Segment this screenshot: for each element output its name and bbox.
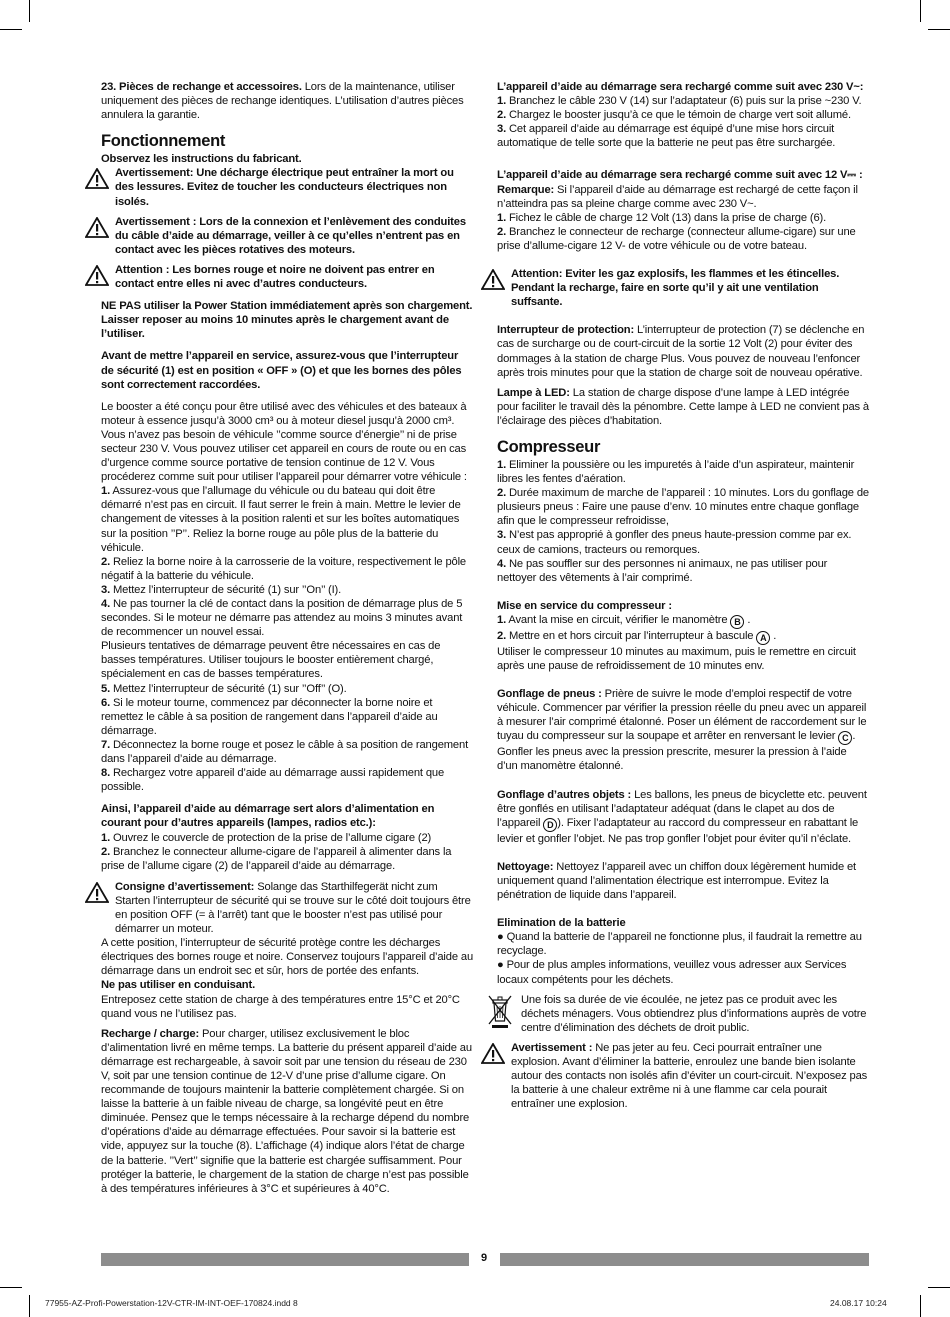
crop-mark <box>928 29 950 30</box>
crop-mark <box>0 1287 22 1288</box>
warning-electric: Avertissement: Une décharge électrique peut entraîner la mort ou des lessures. Evitez de toucher les conducteurs électriques non isolés. <box>101 166 473 208</box>
right-column <box>497 80 869 1117</box>
crop-mark <box>920 1295 921 1317</box>
date-slug: 24.08.17 10:24 <box>830 1298 887 1308</box>
elimination-title: Elimination de la batterie <box>497 917 626 930</box>
warning-cables: Avertissement : Lors de la connexion et l’enlèvement des conduites du câble d’aide au démarrage, veiller à ce qu’elles n’entrent pas en contact avec les pièces rotatives des moteurs. <box>101 215 473 257</box>
warning-triangle-icon <box>85 217 109 238</box>
list-item: 1. Fichez le câble de charge 12 Volt (13) dans la prise de charge (6). <box>497 211 827 224</box>
warning-triangle-icon <box>481 1043 505 1064</box>
crop-mark <box>920 0 921 22</box>
start-steps <box>101 484 473 639</box>
list-item: 2. Branchez le connecteur de recharge (connecteur allume-cigare) sur une prise d’allume-cigare 12 V- de votre véhicule ou de votre bateau. <box>497 225 856 252</box>
list-item: 3. Mettez l’interrupteur de sécurité (1) sur ’’On’’ (I). <box>101 583 342 596</box>
warning-triangle-icon <box>85 882 109 903</box>
recharge-12-title: L’appareil d’aide au démarrage sera rechargé comme suit avec 12 V⎓ : Remarque: Si l’appareil d’aide au démarrage est rechargé de cette façon il n’atteindra pas sa pleine charge comme avec 230 V~. <box>497 169 863 210</box>
list-item: 1. Ouvrez le couvercle de protection de la prise de l’allume cigare (2) <box>101 831 432 844</box>
list-item: 3. N’est pas approprié à gonfler des pneus haute-pression comme par ex. ceux de camions, tracteurs ou remorques. <box>497 529 852 556</box>
list-item: 1. Branchez le câble 230 V (14) sur l’adaptateur (6) puis sur la prise ~230 V. <box>497 95 862 108</box>
crop-mark <box>29 1295 30 1317</box>
plusieurs-text: Plusieurs tentatives de démarrage peuvent être nécessaires en cas de basses températures. Utiliser toujours le booster entièrement chargé, spécialement en cas de basses températures. <box>101 640 441 681</box>
warning-terminals: Attention : Les bornes rouge et noire ne doivent pas entrer en contact entre elles ni avec d’autres conducteurs. <box>101 263 473 291</box>
heading-compresseur: Compresseur <box>497 437 601 456</box>
list-item: 2. Branchez le connecteur allume-cigare de l’appareil à alimenter dans la prise de l’allume cigare (2) de l’appareil d’aide au démarrage. <box>101 845 452 872</box>
warning-triangle-icon <box>85 168 109 189</box>
mise-text: Utiliser le compresseur 10 minutes au maximum, puis le remettre en circuit après une pause de refroidissement de 10 minutes env. <box>497 645 856 672</box>
gonflage-pneus: Gonflage de pneus : Prière de suivre le mode d’emploi respectif de votre véhicule. Commencer par vérifier la pression réelle du pneu avec un appareil à mesurer l’air comprimé étalonné. Poser un élément de raccordement sur le tuyau du compresseur sur la soupape et arrêter en renversant le levier C . Gonfler les pneus avec la pression prescrite, mesurer la pression à l’aide d’un manomètre étalonné. <box>497 688 867 773</box>
ne-pas-conduisant: Ne pas utiliser en conduisant. <box>101 979 256 992</box>
file-slug: 77955-AZ-Profi-Powerstation-12V-CTR-IM-INT-OEF-170824.indd 8 <box>45 1298 298 1308</box>
warning-triangle-icon <box>481 269 505 290</box>
list-item: 6. Si le moteur tourne, commencez par déconnecter la borne noire et remettez le câble à sa position de rangement dans l’appareil d’aide au démarrage. <box>101 696 438 737</box>
list-item: 1. Assurez-vous que l’allumage du véhicule ou du bateau qui doit être démarré n’est pas en circuit. Il faut serrer le frein à main. Mettre le levier de changement de vitesses à la position ralenti et sur les boîtes automatiques sur la position ’’P’’. Reliez la borne rouge au pôle plus de la batterie du véhicule. <box>101 485 461 554</box>
weee-notice: Une fois sa durée de vie écoulée, ne jetez pas ce produit avec les déchets ménagers. Vous obtiendrez plus d’informations auprès de votre centre d’élimination des déchets de droit public. <box>497 993 869 1035</box>
crop-mark <box>0 29 22 30</box>
list-item: 7. Déconnectez la borne rouge et posez le câble à sa position de rangement dans l’appareil d’aide au démarrage. <box>101 738 469 766</box>
booster-intro: Le booster a été conçu pour être utilisé avec des véhicules et des bateaux à moteur à essence jusqu’à 3000 cm³ ou à moteur diesel jusqu’à 2000 cm³. Vous n’avez pas besoin de véhicule ’’comme source d’énergie’’ ni de prise secteur 230 V. Vous pouvez utiliser cet appareil en cours de route ou en cas d’urgence comme source portative de tension continue de 12 V. Vous procéderez comme suit pour utiliser l’appareil pour démarrer votre véhicule : <box>101 400 467 484</box>
left-column <box>101 80 473 1202</box>
list-item: 3. Cet appareil d’aide au démarrage est équipé d’une mise hors circuit automatique de telle sorte que la batterie ne peut pas être surchargée. <box>497 123 836 150</box>
circle-b-icon: B <box>730 615 744 629</box>
gonflage-autres: Gonflage d’autres objets : Les ballons, les pneus de bicyclette etc. peuvent être gonflés en utilisant l’adaptateur adéquat (dans le clapet au dos de l’appareil D ). Fixer l’adaptateur au raccord du compresseur en rabattant le levier et gonfler l’objet. Ne pas trop gonfler l’objet pour éviter qu’il n’éclate. <box>497 788 867 845</box>
list-item: 4. Ne pas souffler sur des personnes ni animaux, ne pas utiliser pour nettoyer des vêtements à l’air comprimé. <box>497 557 828 584</box>
nettoyage: Nettoyage: Nettoyez l’appareil avec un chiffon doux légèrement humide et uniquement quand l’alimentation électrique est interrompue. Evitez la pénétration de liquide dans l’appareil. <box>497 860 857 902</box>
crop-mark <box>928 1287 950 1288</box>
recharge-charge: Recharge / charge: Pour charger, utilisez exclusivement le bloc d’alimentation livré en même temps. La batterie du présent appareil d’aide au démarrage est rechargeable, à savoir soit par une tension du réseau de 230 V, soit par une tension continue de 12-V d’une prise d’allume cigare. On recommande de toujours maintenir la batterie complètement chargée. Si on laisse la batterie à un faible niveau de charge, sa longévité peut en être diminuée. Pensez que le temps nécessaire à la recharge dépend du nombre d’opérations d’aide au démarrage effectuées. Pour savoir si la batterie est vide, appuyez sur la touche (8). L’affichage (4) indique alors l’état de charge de la batterie. ’’Vert’’ signifie que la batterie est chargée suffisamment. Pour protéger la batterie, le chargement de la station de charge n’est pas possible à des températures inférieures à 3°C et supérieures à 40°C. <box>101 1027 472 1195</box>
start-steps-2 <box>101 682 473 795</box>
page-number: 9 <box>480 1252 488 1264</box>
list-item: 1. Avant la mise en circuit, vérifier le manomètre B . <box>497 613 751 627</box>
ainsi-title: Ainsi, l’appareil d’aide au démarrage sert alors d’alimentation en courant pour d’autres appareils (lampes, radios etc.): <box>101 803 435 830</box>
item-23: 23. Pièces de rechange et accessoires. Lors de la maintenance, utiliser uniquement des pièces de rechange identiques. L’utilisation d’autres pièces annulera la garantie. <box>101 81 464 122</box>
list-item: 8. Rechargez votre appareil d’aide au démarrage aussi rapidement que possible. <box>101 767 445 794</box>
circle-c-icon: C <box>838 731 852 745</box>
list-item: 2. Reliez la borne noire à la carrosserie de la voiture, respectivement le pôle négatif à la batterie du véhicule. <box>101 555 466 582</box>
crop-mark <box>29 0 30 22</box>
list-item: 1. Eliminer la poussière ou les impuretés à l’aide d’un aspirateur, maintenir libres les fentes d’aération. <box>497 458 855 486</box>
list-item: 2. Mettre en et hors circuit par l’interrupteur à bascule A . <box>497 629 777 643</box>
mise-en-service-title: Mise en service du compresseur : <box>497 599 672 612</box>
heading-fonctionnement: Fonctionnement <box>101 132 226 151</box>
circle-d-icon: D <box>543 818 557 832</box>
recharge-230-title: L’appareil d’aide au démarrage sera rechargé comme suit avec 230 V~: <box>497 81 864 93</box>
list-item: 5. Mettez l’interrupteur de sécurité (1) sur ’’Off’’ (O). <box>101 682 347 695</box>
elimination-bullet: ● Quand la batterie de l’appareil ne fonctionne plus, il faudrait la remettre au recyclage. <box>497 931 862 958</box>
consigne-avertissement: Consigne d’avertissement: Solange das Starthilfegerät nicht zum Starten l’interrupteur de sécurité qui se trouve sur le côté doit toujours être en position OFF (= à l’arrêt) tant que le booster n’est pas utilisé pour démarrer un moteur. <box>101 880 473 936</box>
list-item: 4. Ne pas tourner la clé de contact dans la position de démarrage plus de 5 secondes. Si le moteur ne démarre pas attendez au moins 3 minutes avant de recommencer un nouvel essai. <box>101 598 463 639</box>
interrupteur-protection: Interrupteur de protection: L’interrupteur de protection (7) se déclenche en cas de surcharge ou de court-circuit de la sortie 12 Volt (2) pour éviter des dommages à la station de charge Plus. Vous pouvez de nouveau l’enfoncer après trois minutes pour que la station de charge soit de nouveau opérative. <box>497 324 865 379</box>
entreposez: Entreposez cette station de charge à des températures entre 15°C et 20°C quand vous ne l’utilisez pas. <box>101 993 460 1020</box>
lampe-led: Lampe à LED: La station de charge dispose d’une lampe à LED intégrée pour faciliter le travail dès la pénombre. Cette lampe à LED ne convient pas à l’éclairage des pièces d’habitation. <box>497 386 869 427</box>
warning-gaz: Attention: Eviter les gaz explosifs, les flammes et les étincelles. Pendant la recharge, faire en sorte qu’il y ait une ventilation suffsante. <box>497 267 869 309</box>
observez-line: Observez les instructions du fabricant. <box>101 153 302 166</box>
crossed-bin-icon <box>485 993 515 1029</box>
list-item: 2. Durée maximum de marche de l’appareil : 10 minutes. Lors du gonflage de plusieurs pneus : Faire une pause d’env. 10 minutes entre chaque gonflage afin que le compresseur refroidisse, <box>497 487 869 528</box>
warning-triangle-icon <box>85 265 109 286</box>
warning-feu: Avertissement : Ne pas jeter au feu. Ceci pourrait entraîner une explosion. Avant d’éliminer la batterie, enroulez une bande bien isolante autour des contacts non isolés afin d’éviter un court-circuit. N’exposez pas la batterie à une chaleur extrême ni à une flamme car cela pourait entraîner une explosion. <box>497 1041 869 1111</box>
cette-position: A cette position, l’interrupteur de sécurité protège contre les décharges électriques des bornes rouge et noire. Conservez toujours l’appareil d’aide au démarrage dans un endroit sec et sûr, hors de portée des enfants. <box>101 937 474 978</box>
list-item: 2. Chargez le booster jusqu’à ce que le témoin de charge vert soit allumé. <box>497 109 851 122</box>
avant-mettre: Avant de mettre l’appareil en service, assurez-vous que l’interrupteur de sécurité (1) est en position « OFF » (O) et que les bornes des pôles sont correctement raccordées. <box>101 350 462 391</box>
circle-a-icon: A <box>756 631 770 645</box>
ainsi-steps <box>101 831 473 873</box>
ne-pas-utiliser: NE PAS utiliser la Power Station immédiatement après son chargement. Laisser reposer au moins 10 minutes après le chargement avant de l’utiliser. <box>101 300 473 341</box>
footer-bar-left <box>101 1253 469 1266</box>
elimination-bullet: ● Pour de plus amples informations, veuillez vous adresser aux Services locaux compétents pour les déchets. <box>497 959 847 986</box>
recharge-12-steps <box>497 211 869 253</box>
comp-steps <box>497 458 869 585</box>
footer-bar-right <box>500 1253 869 1266</box>
recharge-230-steps <box>497 94 869 150</box>
